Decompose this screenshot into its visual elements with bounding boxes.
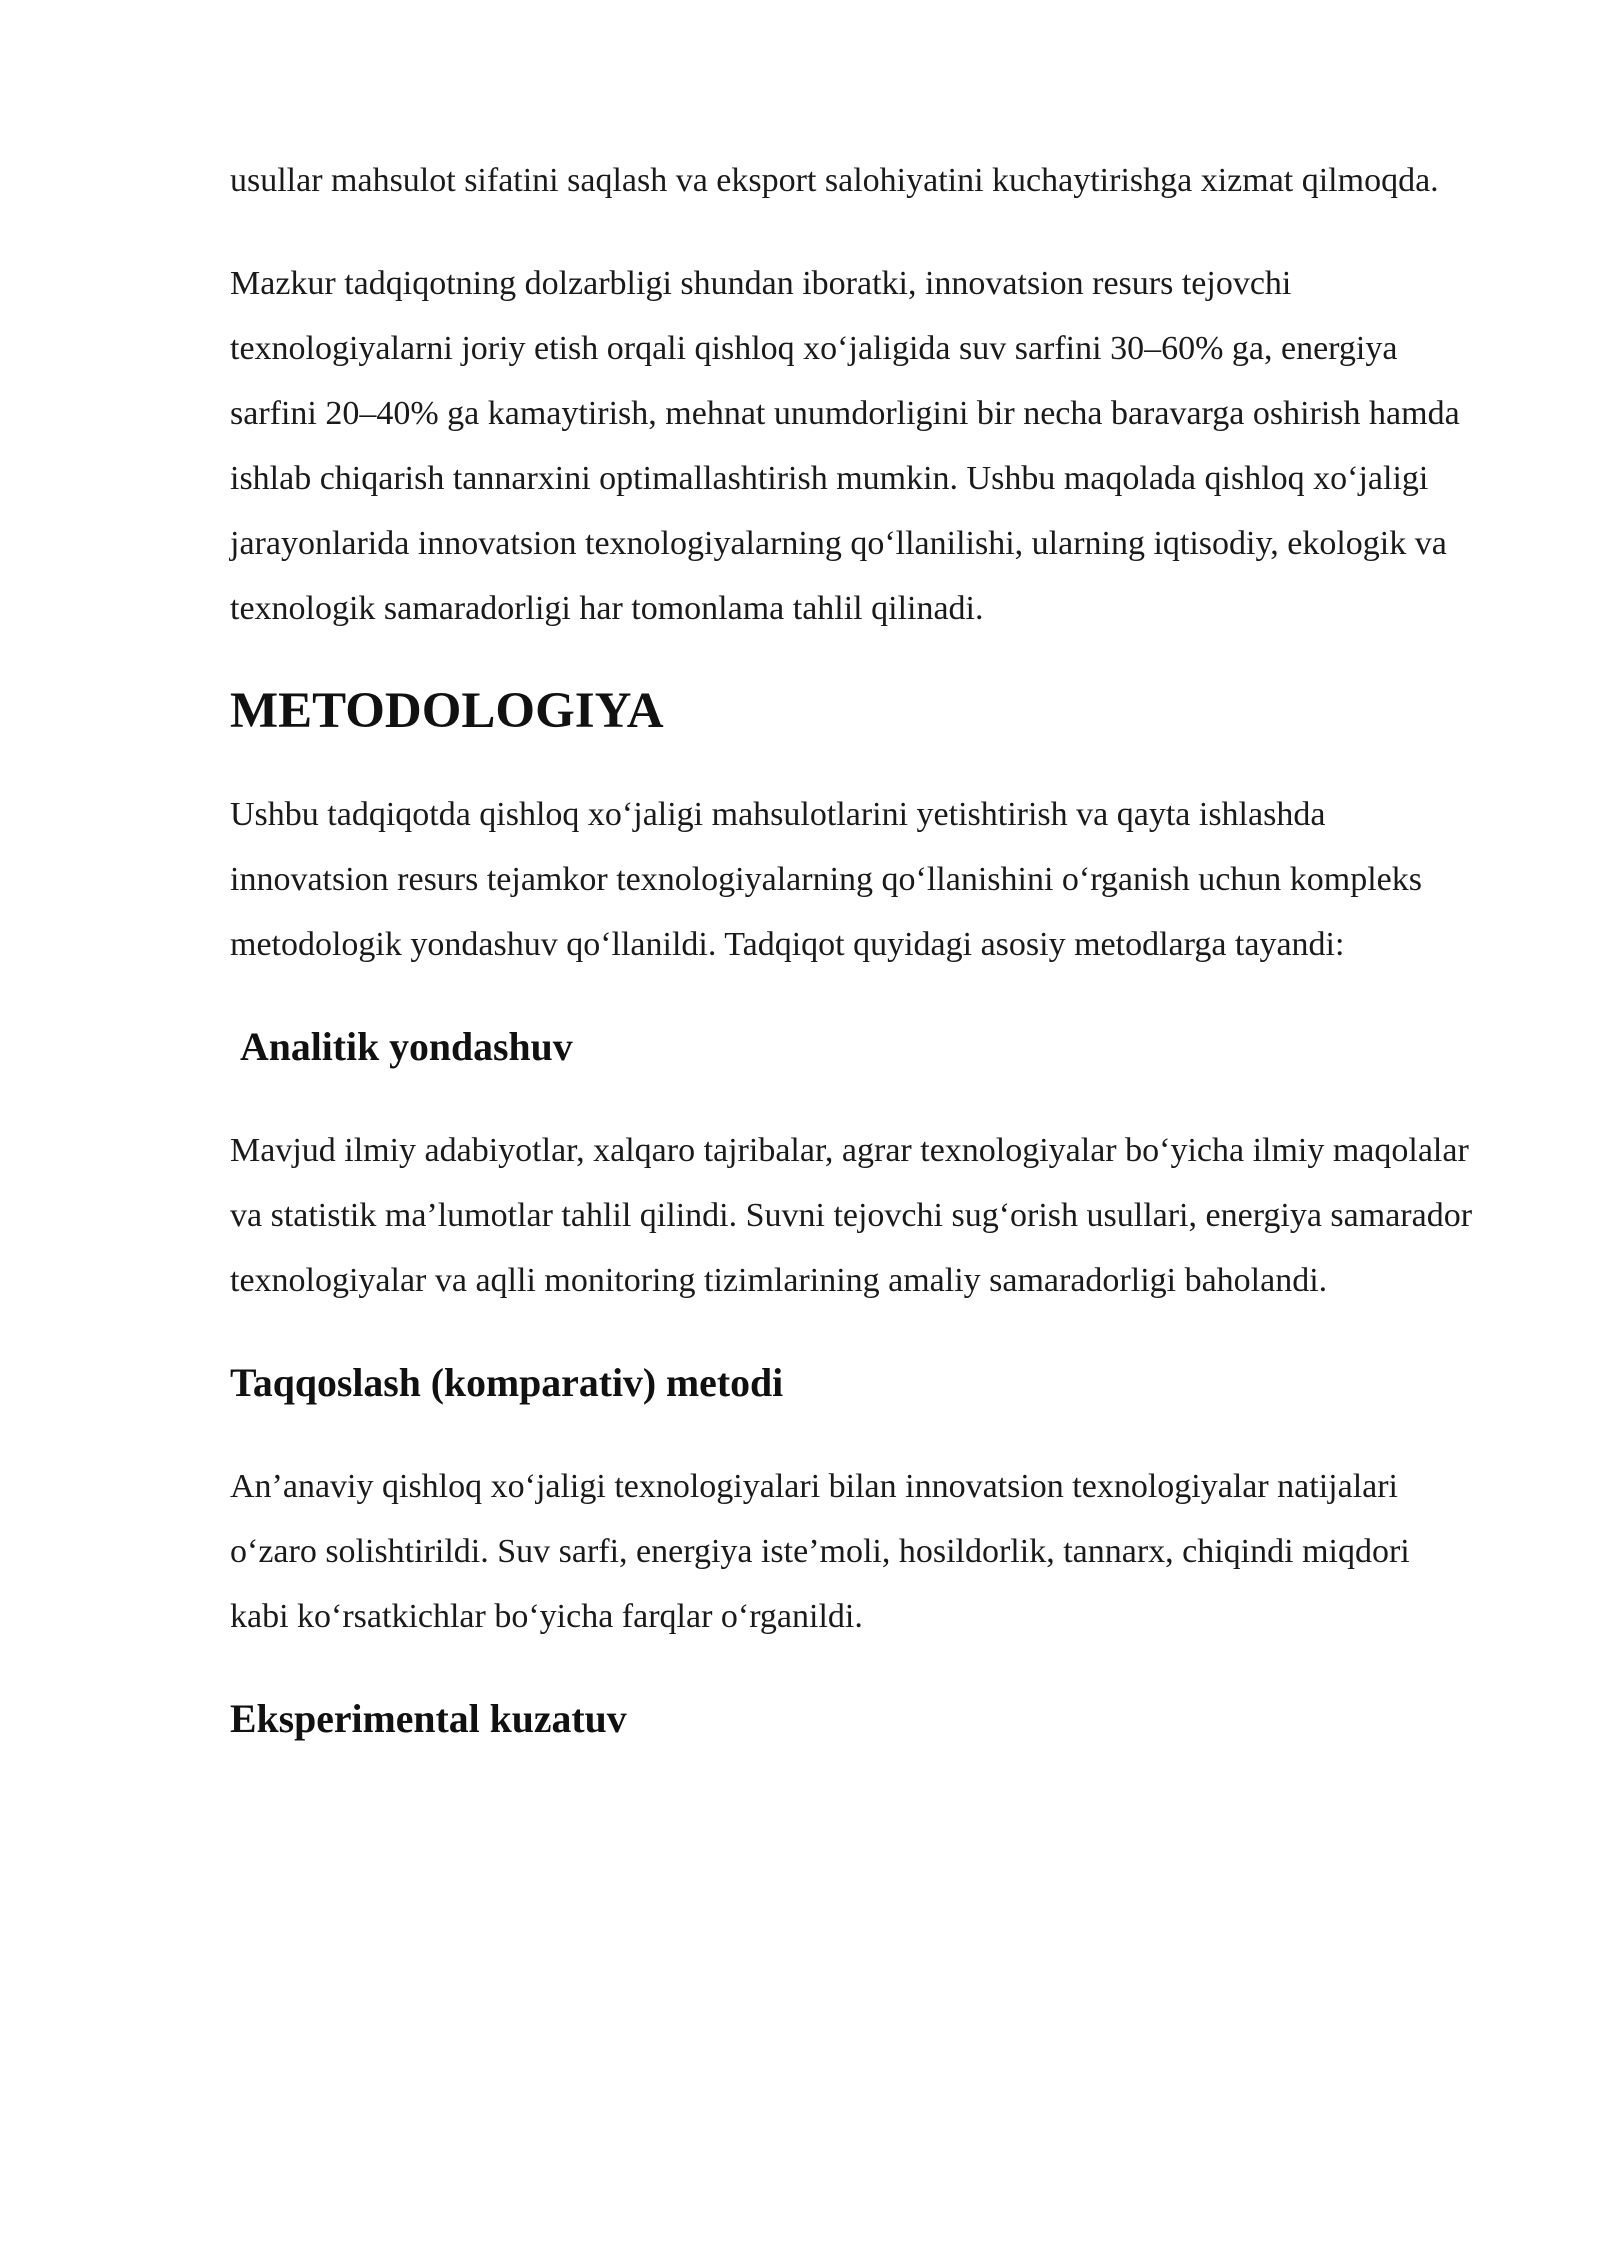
paragraph-relevance: Mazkur tadqiqotning dolzarbligi shundan iboratki, innovatsion resurs tejovchi texnologiyalarni joriy etish orqali qishloq xo‘jaligida suv sarfini 30–60% ga, energiya sarfini 20–40% ga kamaytirish, mehnat unumdorligini bir necha baravarga oshirish hamda ishlab chiqarish tannarxini optimallashtirish mumkin. Ushbu maqolada qishloq xo‘jaligi jarayonlarida innovatsion texnologiyalarning qo‘llanilishi, ularning iqtisodiy, ekologik va texnologik samaradorligi har tomonlama tahlil qilinadi. — [230, 265, 1460, 627]
document-page — [230, 148, 1475, 1752]
heading-comparative-method: Taqqoslash (komparativ) metodi — [230, 1361, 784, 1405]
paragraph-intro-end: usullar mahsulot sifatini saqlash va eksport salohiyatini kuchaytirishga xizmat qilmoqda. — [230, 162, 1439, 199]
paragraph-comparative-method: An’anaviy qishloq xo‘jaligi texnologiyalari bilan innovatsion texnologiyalar natijalari o‘zaro solishtirildi. Suv sarfi, energiya iste’moli, hosildorlik, tannarx, chiqindi miqdori kabi ko‘rsatkichlar bo‘yicha farqlar o‘rganildi. — [230, 1468, 1410, 1635]
paragraph-methodology: Ushbu tadqiqotda qishloq xo‘jaligi mahsulotlarini yetishtirish va qayta ishlashda innovatsion resurs tejamkor texnologiyalarning qo‘llanishini o‘rganish uchun kompleks metodologik yondashuv qo‘llanildi. Tadqiqot quyidagi asosiy metodlarga tayandi: — [230, 796, 1423, 963]
paragraph-analytic-approach: Mavjud ilmiy adabiyotlar, xalqaro tajribalar, agrar texnologiyalar bo‘yicha ilmiy maqolalar va statistik ma’lumotlar tahlil qilindi. Suvni tejovchi sug‘orish usullari, energiya samarador texnologiyalar va aqlli monitoring tizimlarining amaliy samaradorligi baholandi. — [230, 1132, 1473, 1299]
heading-methodology: METODOLOGIYA — [230, 683, 664, 739]
heading-experimental-observation: Eksperimental kuzatuv — [230, 1697, 627, 1741]
heading-analytic-approach: Analitik yondashuv — [240, 1025, 573, 1069]
